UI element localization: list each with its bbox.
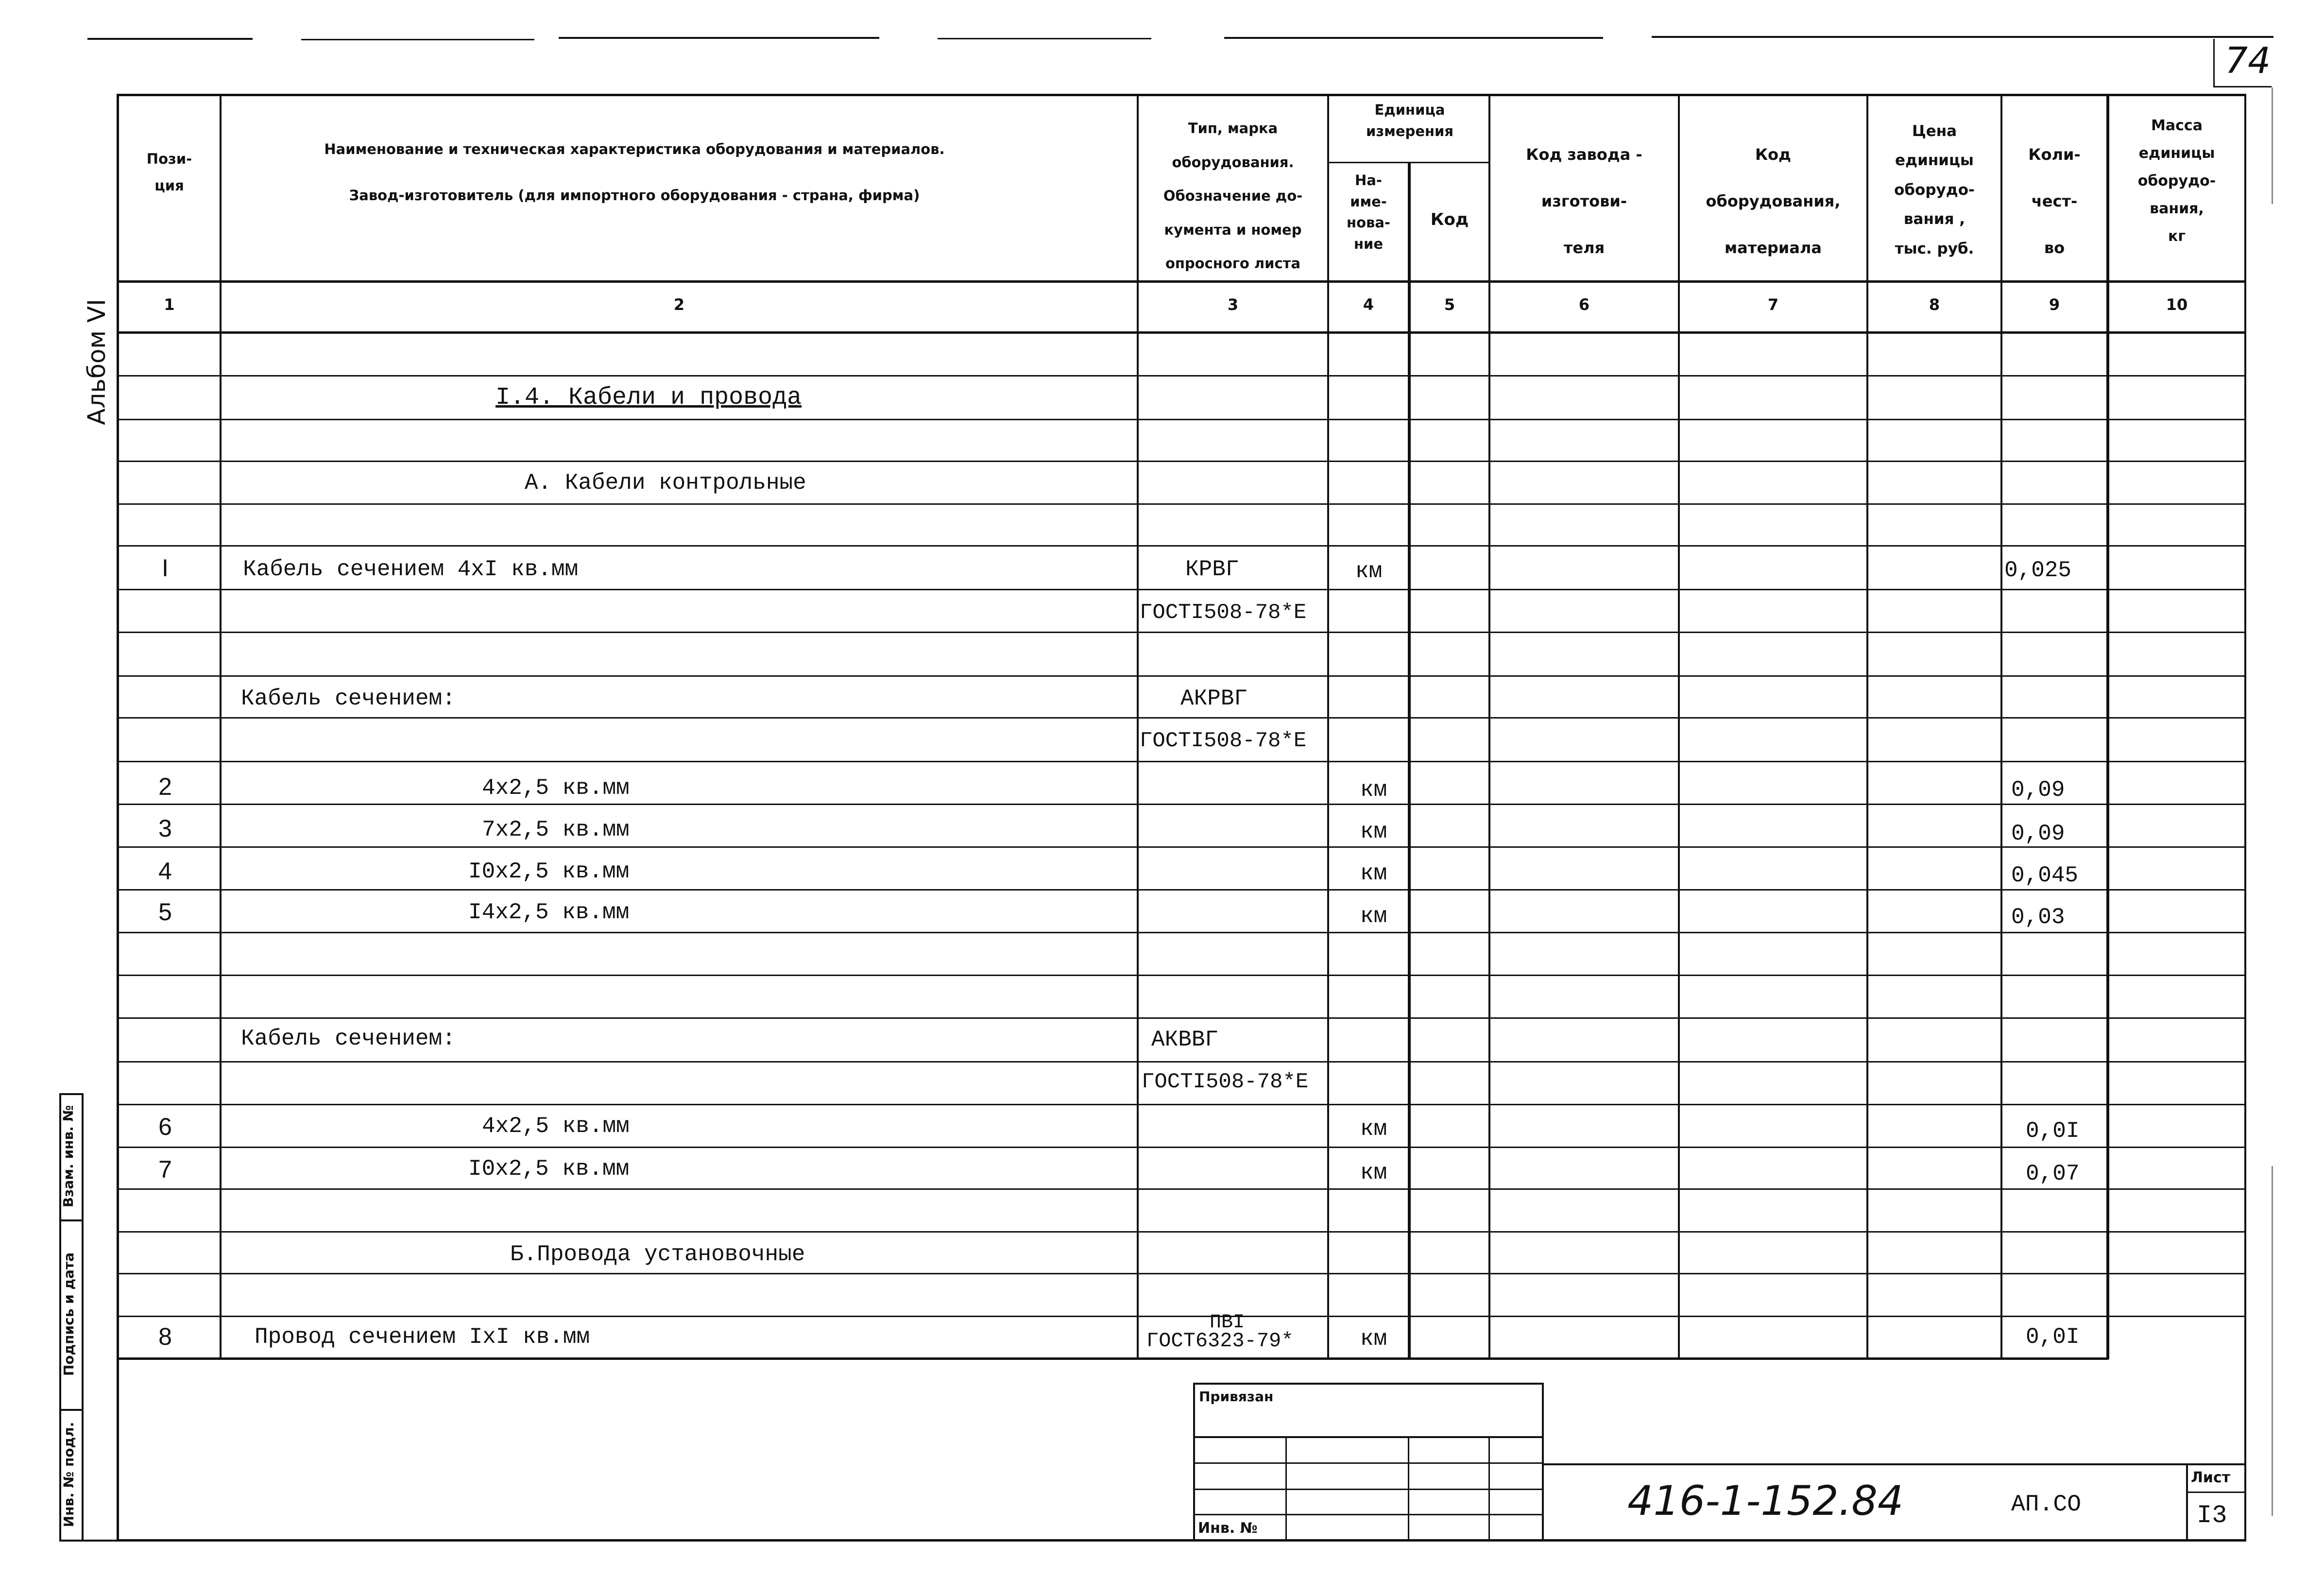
row7-position: 7 bbox=[158, 1156, 172, 1183]
stamp-inv-no: Инв. № bbox=[1198, 1520, 1258, 1537]
row4-position: 4 bbox=[158, 858, 172, 885]
group1-type: АКРВГ bbox=[1180, 686, 1248, 711]
row8-name: Провод сечением IхI кв.мм bbox=[255, 1324, 590, 1350]
group2-name: Кабель сечением: bbox=[241, 1026, 456, 1051]
section-title-a: А. Кабели контрольные bbox=[525, 470, 806, 496]
colnum-2: 2 bbox=[673, 295, 685, 314]
row8-type: ПВI bbox=[1210, 1312, 1245, 1334]
stamp-list-label: Лист bbox=[2191, 1469, 2231, 1486]
row1-name: Кабель сечением 4хI кв.мм bbox=[243, 557, 579, 582]
row4-name: I0х2,5 кв.мм bbox=[468, 859, 630, 884]
row5-quantity: 0,03 bbox=[2011, 905, 2065, 930]
section-title-main: I.4. Кабели и провода bbox=[496, 384, 802, 412]
stamp-list-number: I3 bbox=[2197, 1501, 2227, 1530]
stamp-doc-code: АП.СО bbox=[2011, 1492, 2082, 1518]
row2-position: 2 bbox=[158, 773, 172, 800]
colnum-6: 6 bbox=[1578, 295, 1590, 314]
header-price: Цена единицы оборудо- вания , тыс. руб. bbox=[1894, 122, 1975, 257]
colnum-10: 10 bbox=[2166, 295, 2188, 314]
header-unit-group: Единица измерения bbox=[1366, 102, 1453, 139]
row3-name: 7х2,5 кв.мм bbox=[482, 817, 630, 842]
row1-type: КРВГ bbox=[1185, 557, 1239, 582]
row6-name: 4х2,5 кв.мм bbox=[482, 1114, 630, 1139]
row3-quantity: 0,09 bbox=[2011, 821, 2065, 846]
colnum-5: 5 bbox=[1444, 295, 1455, 314]
row3-unit: км bbox=[1360, 819, 1387, 844]
header-position: Пози- ция bbox=[146, 151, 192, 194]
colnum-8: 8 bbox=[1929, 295, 1940, 314]
colnum-7: 7 bbox=[1767, 295, 1779, 314]
row8-doc: ГОСТ6323-79* bbox=[1146, 1329, 1294, 1353]
row4-unit: км bbox=[1360, 861, 1387, 886]
group1-name: Кабель сечением: bbox=[241, 686, 456, 711]
row2-unit: км bbox=[1360, 777, 1387, 803]
row8-unit: км bbox=[1360, 1326, 1387, 1352]
group1-doc: ГОСТI508-78*Е bbox=[1140, 729, 1307, 753]
colnum-1: 1 bbox=[164, 295, 175, 314]
header-name-line2: Завод-изготовитель (для импортного оборудования - страна, фирма) bbox=[349, 187, 920, 204]
row5-unit: км bbox=[1360, 904, 1387, 929]
colnum-9: 9 bbox=[2049, 295, 2060, 314]
row6-quantity: 0,0I bbox=[2026, 1118, 2080, 1144]
group2-doc: ГОСТI508-78*Е bbox=[1142, 1070, 1309, 1094]
side-label-podpis: Подпись и дата bbox=[61, 1252, 77, 1376]
row2-quantity: 0,09 bbox=[2011, 777, 2065, 803]
header-type: Тип, марка оборудования. Обозначение до- кумента и номер опросного листа bbox=[1163, 120, 1303, 272]
row2-name: 4х2,5 кв.мм bbox=[482, 775, 630, 801]
header-mass: Масса единицы оборудо- вания, кг bbox=[2137, 117, 2216, 245]
row7-unit: км bbox=[1360, 1160, 1387, 1185]
colnum-4: 4 bbox=[1363, 295, 1374, 314]
side-label-vzam: Взам. инв. № bbox=[60, 1105, 76, 1208]
album-label: Альбом VI bbox=[83, 299, 111, 425]
header-quantity: Коли- чест- во bbox=[2028, 145, 2081, 257]
row4-quantity: 0,045 bbox=[2011, 863, 2079, 888]
header-equipment-code: Код оборудования, материала bbox=[1706, 145, 1841, 257]
row8-quantity: 0,0I bbox=[2026, 1324, 2080, 1350]
header-factory-code: Код завода - изготови- теля bbox=[1526, 145, 1642, 257]
row3-position: 3 bbox=[158, 815, 172, 842]
row7-quantity: 0,07 bbox=[2026, 1161, 2080, 1186]
row5-name: I4х2,5 кв.мм bbox=[468, 900, 630, 925]
colnum-3: 3 bbox=[1227, 295, 1239, 314]
row7-name: I0х2,5 кв.мм bbox=[468, 1156, 630, 1182]
row6-unit: км bbox=[1360, 1116, 1387, 1142]
header-unit-name: На- име- нова- ние bbox=[1347, 172, 1390, 252]
row1-unit: км bbox=[1355, 559, 1383, 584]
row1-doc: ГОСТI508-78*Е bbox=[1140, 600, 1307, 625]
row6-position: 6 bbox=[158, 1113, 172, 1140]
stamp-doc-number: 416-1-152.84 bbox=[1627, 1477, 1904, 1525]
stamp-privyazan: Привязан bbox=[1199, 1389, 1274, 1405]
side-label-inv-podl: Инв. № подл. bbox=[61, 1422, 77, 1527]
row1-quantity: 0,025 bbox=[2004, 558, 2072, 583]
header-name-line1: Наименование и техническая характеристика оборудования и материалов. bbox=[324, 141, 945, 157]
row5-position: 5 bbox=[158, 898, 172, 926]
section-title-b: Б.Провода установочные bbox=[510, 1242, 805, 1267]
row8-position: 8 bbox=[158, 1323, 172, 1350]
group2-type: АКВВГ bbox=[1151, 1027, 1219, 1052]
header-unit-code: Код bbox=[1430, 210, 1469, 229]
sheet-corner-number: 74 bbox=[2225, 40, 2271, 82]
row1-position: I bbox=[162, 554, 169, 582]
